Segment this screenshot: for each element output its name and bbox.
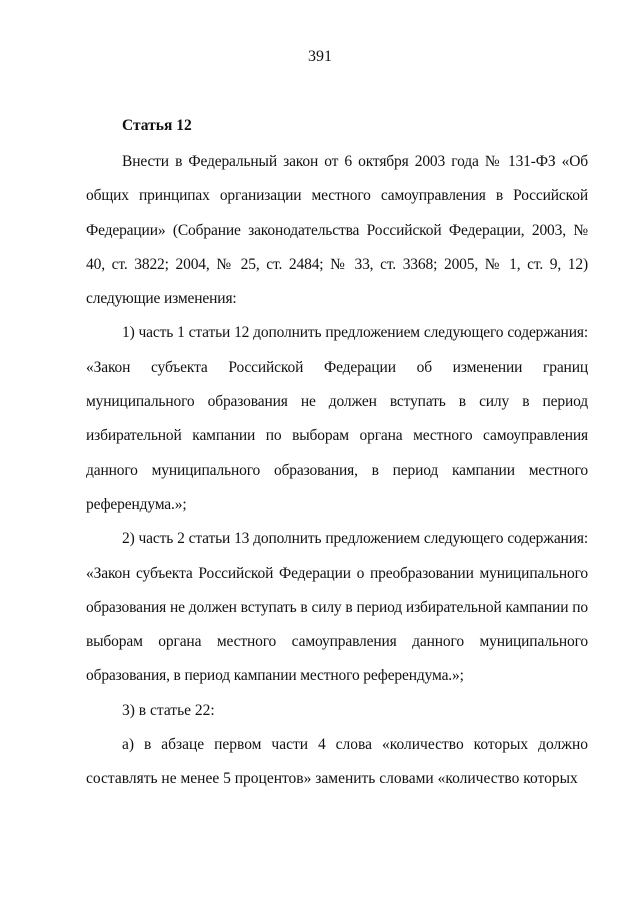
article-title: Статья 12: [122, 117, 192, 134]
paragraph-item-3: 3) в статье 22:: [122, 701, 215, 719]
paragraph-intro: Внести в Федеральный закон от 6 октября 2003 года № 131-ФЗ «Об общих принципах организации местного самоуправления в Российской Федерации» (Собрание законодательства Российской Федерации, 2003, № 40, ст. 3822; 2004, № 25, ст. 2484; № 33, ст. 3368; 2005, № 1, ст. 9, 12) следующие изменения:: [86, 153, 588, 308]
paragraph-item-2: 2) часть 2 статьи 13 дополнить предложением следующего содержания: «Закон субъекта Российской Федерации о преобразовании муниципального образования не должен вступать в силу в период избирательной кампании по выборам органа местного самоуправления данного муниципального образования, в период кампании местного референдума.»;: [86, 530, 588, 685]
paragraph-item-3a: а) в абзаце первом части 4 слова «количество которых должно составлять не менее 5 процентов» заменить словами «количество которых: [86, 736, 588, 788]
paragraph-item-1: 1) часть 1 статьи 12 дополнить предложением следующего содержания: «Закон субъекта Российской Федерации об изменении границ муниципального образования не должен вступать в силу в период избирательной кампании по выборам органа местного самоуправления данного муниципального образования, в период кампании местного референдума.»;: [86, 324, 588, 513]
article-body: [86, 145, 588, 797]
page-number: 391: [308, 48, 332, 65]
